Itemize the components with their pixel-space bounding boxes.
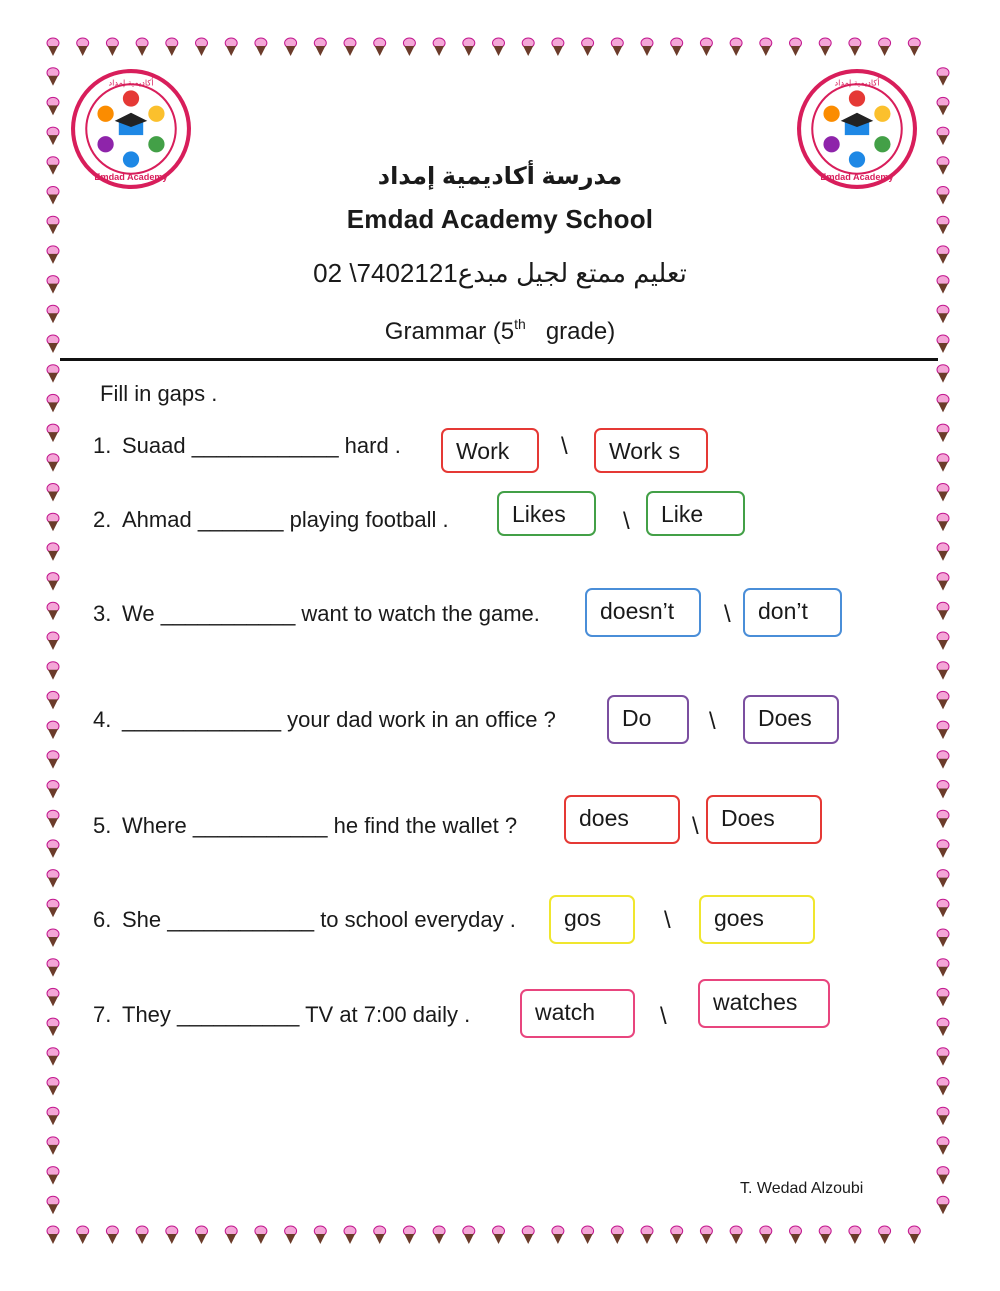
cone-icon bbox=[47, 988, 59, 1006]
cone-icon bbox=[314, 38, 326, 56]
cone-icon bbox=[937, 1137, 949, 1155]
cone-icon bbox=[47, 127, 59, 145]
cone-icon bbox=[937, 394, 949, 412]
cone-icon bbox=[730, 1226, 742, 1244]
cone-icon bbox=[937, 988, 949, 1006]
cone-icon bbox=[849, 38, 861, 56]
cone-icon bbox=[641, 1226, 653, 1244]
cone-icon bbox=[552, 38, 564, 56]
cone-icon bbox=[47, 513, 59, 531]
worksheet-grade bbox=[0, 318, 1000, 346]
question-5 bbox=[93, 813, 517, 839]
school-motto: تعليم ممتع لجيل مبدع7402121\ 02 bbox=[313, 258, 687, 288]
cone-icon bbox=[879, 38, 891, 56]
cone-icon bbox=[285, 38, 297, 56]
cone-icon bbox=[225, 38, 237, 56]
option-separator: \ bbox=[660, 1003, 667, 1030]
cone-icon bbox=[47, 365, 59, 383]
cone-icon bbox=[937, 1196, 949, 1214]
cone-icon bbox=[106, 38, 118, 56]
cone-icon bbox=[937, 454, 949, 472]
cone-icon bbox=[374, 38, 386, 56]
option-separator: \ bbox=[709, 708, 716, 735]
cone-icon bbox=[760, 38, 772, 56]
cone-icon bbox=[47, 929, 59, 947]
cone-icon bbox=[136, 1226, 148, 1244]
cone-icon bbox=[47, 573, 59, 591]
cone-icon bbox=[937, 424, 949, 442]
cone-icon bbox=[582, 38, 594, 56]
cone-icon bbox=[47, 721, 59, 739]
question-number: 1. bbox=[93, 433, 112, 458]
svg-text:Emdad Academy: Emdad Academy bbox=[820, 171, 894, 182]
cone-icon bbox=[47, 424, 59, 442]
cone-icon bbox=[47, 394, 59, 412]
question-6 bbox=[93, 907, 516, 933]
cone-icon bbox=[937, 1107, 949, 1125]
question-1 bbox=[93, 433, 401, 459]
cone-icon bbox=[47, 1137, 59, 1155]
cone-icon bbox=[47, 959, 59, 977]
cone-icon bbox=[166, 1226, 178, 1244]
cone-icon bbox=[760, 1226, 772, 1244]
cone-icon bbox=[47, 484, 59, 502]
option-3b[interactable]: don’t bbox=[743, 588, 842, 637]
cone-icon bbox=[879, 1226, 891, 1244]
cone-icon bbox=[47, 751, 59, 769]
cone-icon bbox=[908, 38, 920, 56]
cone-icon bbox=[47, 1078, 59, 1096]
question-text: We ___________ want to watch the game. bbox=[122, 601, 540, 626]
cone-icon bbox=[937, 781, 949, 799]
cone-icon bbox=[196, 38, 208, 56]
option-7a[interactable]: watch bbox=[520, 989, 635, 1038]
cone-icon bbox=[433, 38, 445, 56]
cone-icon bbox=[493, 1226, 505, 1244]
cone-icon bbox=[819, 38, 831, 56]
cone-icon bbox=[730, 38, 742, 56]
cone-icon bbox=[937, 1167, 949, 1185]
grade-superscript: th bbox=[514, 316, 526, 332]
svg-text:Emdad Academy: Emdad Academy bbox=[94, 171, 168, 182]
cone-icon bbox=[225, 1226, 237, 1244]
cone-icon bbox=[611, 38, 623, 56]
cone-icon bbox=[937, 929, 949, 947]
cone-icon bbox=[937, 751, 949, 769]
option-1b[interactable]: Work s bbox=[594, 428, 708, 473]
cone-icon bbox=[255, 38, 267, 56]
question-number: 6. bbox=[93, 907, 112, 932]
cone-icon bbox=[106, 1226, 118, 1244]
option-separator: \ bbox=[724, 601, 731, 628]
cone-icon bbox=[700, 1226, 712, 1244]
cone-icon bbox=[285, 1226, 297, 1244]
cone-icon bbox=[937, 513, 949, 531]
option-2b[interactable]: Like bbox=[646, 491, 745, 536]
question-text: She ____________ to school everyday . bbox=[122, 907, 516, 932]
question-number: 2. bbox=[93, 507, 112, 532]
cone-icon bbox=[493, 38, 505, 56]
question-7 bbox=[93, 1002, 470, 1028]
cone-icon bbox=[136, 38, 148, 56]
option-2a[interactable]: Likes bbox=[497, 491, 596, 536]
cone-icon bbox=[47, 1107, 59, 1125]
option-separator: \ bbox=[664, 907, 671, 934]
option-separator: \ bbox=[623, 508, 630, 535]
option-3a[interactable]: doesn’t bbox=[585, 588, 701, 637]
header-divider bbox=[60, 358, 938, 361]
cone-icon bbox=[937, 721, 949, 739]
option-5a[interactable]: does bbox=[564, 795, 680, 844]
cone-icon bbox=[463, 1226, 475, 1244]
cone-icon bbox=[47, 1018, 59, 1036]
option-separator: \ bbox=[692, 813, 699, 840]
cone-icon bbox=[255, 1226, 267, 1244]
cone-icon bbox=[47, 543, 59, 561]
cone-icon bbox=[47, 662, 59, 680]
option-4b[interactable]: Does bbox=[743, 695, 839, 744]
cone-icon bbox=[937, 810, 949, 828]
cone-icon bbox=[937, 97, 949, 115]
cone-icon bbox=[582, 1226, 594, 1244]
cone-icon bbox=[908, 1226, 920, 1244]
cone-icon bbox=[47, 632, 59, 650]
cone-icon bbox=[47, 840, 59, 858]
cone-icon bbox=[47, 1226, 59, 1244]
cone-icon bbox=[641, 38, 653, 56]
cone-icon bbox=[47, 870, 59, 888]
cone-icon bbox=[344, 1226, 356, 1244]
instruction: Fill in gaps . bbox=[100, 381, 218, 406]
cone-icon bbox=[47, 781, 59, 799]
question-number: 4. bbox=[93, 707, 112, 732]
cone-icon bbox=[77, 38, 89, 56]
question-text: Ahmad _______ playing football . bbox=[122, 507, 449, 532]
question-text: _____________ your dad work in an office ? bbox=[122, 707, 556, 732]
cone-icon bbox=[166, 38, 178, 56]
cone-icon bbox=[819, 1226, 831, 1244]
cone-icon bbox=[47, 97, 59, 115]
cone-icon bbox=[790, 1226, 802, 1244]
cone-icon bbox=[47, 68, 59, 86]
grade-prefix: Grammar (5 bbox=[384, 318, 515, 345]
question-text: They __________ TV at 7:00 daily . bbox=[122, 1002, 471, 1027]
cone-icon bbox=[47, 810, 59, 828]
cone-icon bbox=[937, 870, 949, 888]
cone-icon bbox=[47, 899, 59, 917]
cone-icon bbox=[937, 1018, 949, 1036]
school-name-arabic: مدرسة أكاديمية إمداد bbox=[377, 163, 623, 190]
question-number: 5. bbox=[93, 813, 112, 838]
cone-icon bbox=[374, 1226, 386, 1244]
cone-icon bbox=[937, 899, 949, 917]
cone-icon bbox=[937, 632, 949, 650]
cone-icon bbox=[937, 1048, 949, 1066]
cone-icon bbox=[403, 38, 415, 56]
cone-icon bbox=[47, 38, 59, 56]
cone-icon bbox=[314, 1226, 326, 1244]
cone-icon bbox=[937, 840, 949, 858]
question-2 bbox=[93, 507, 449, 533]
cone-icon bbox=[196, 1226, 208, 1244]
cone-icon bbox=[671, 1226, 683, 1244]
cone-icon bbox=[611, 1226, 623, 1244]
cone-icon bbox=[937, 484, 949, 502]
question-4 bbox=[93, 707, 556, 733]
cone-icon bbox=[47, 1048, 59, 1066]
cone-icon bbox=[937, 662, 949, 680]
cone-icon bbox=[47, 454, 59, 472]
question-3 bbox=[93, 601, 540, 627]
cone-icon bbox=[344, 38, 356, 56]
option-6a[interactable]: gos bbox=[549, 895, 635, 944]
question-text: Suaad ____________ hard . bbox=[122, 433, 401, 458]
cone-icon bbox=[937, 602, 949, 620]
option-1a[interactable]: Work bbox=[441, 428, 539, 473]
cone-icon bbox=[47, 1196, 59, 1214]
cone-icon bbox=[937, 691, 949, 709]
cone-icon bbox=[937, 543, 949, 561]
question-text: Where ___________ he find the wallet ? bbox=[122, 813, 518, 838]
cone-icon bbox=[463, 38, 475, 56]
cone-icon bbox=[403, 1226, 415, 1244]
cone-icon bbox=[47, 602, 59, 620]
teacher-name: T. Wedad Alzoubi bbox=[740, 1180, 864, 1197]
question-number: 3. bbox=[93, 601, 112, 626]
cone-icon bbox=[937, 1078, 949, 1096]
option-6b[interactable]: goes bbox=[699, 895, 815, 944]
cone-icon bbox=[671, 38, 683, 56]
grade-suffix: grade) bbox=[545, 318, 616, 345]
cone-icon bbox=[522, 38, 534, 56]
cone-icon bbox=[937, 959, 949, 977]
cone-icon bbox=[937, 68, 949, 86]
option-4a[interactable]: Do bbox=[607, 695, 689, 744]
school-name-english: Emdad Academy School bbox=[346, 204, 654, 234]
cone-icon bbox=[849, 1226, 861, 1244]
cone-icon bbox=[433, 1226, 445, 1244]
cone-icon bbox=[937, 127, 949, 145]
cone-icon bbox=[937, 365, 949, 383]
option-7b[interactable]: watches bbox=[698, 979, 830, 1028]
cone-icon bbox=[47, 691, 59, 709]
svg-text:أكاديمية إمداد: أكاديمية إمداد bbox=[108, 78, 154, 88]
option-separator: \ bbox=[561, 433, 568, 460]
cone-icon bbox=[937, 573, 949, 591]
cone-icon bbox=[522, 1226, 534, 1244]
question-number: 7. bbox=[93, 1002, 112, 1027]
cone-icon bbox=[700, 38, 712, 56]
cone-icon bbox=[790, 38, 802, 56]
cone-icon bbox=[77, 1226, 89, 1244]
cone-icon bbox=[552, 1226, 564, 1244]
cone-icon bbox=[47, 1167, 59, 1185]
option-5b[interactable]: Does bbox=[706, 795, 822, 844]
svg-text:أكاديمية إمداد: أكاديمية إمداد bbox=[834, 78, 880, 88]
